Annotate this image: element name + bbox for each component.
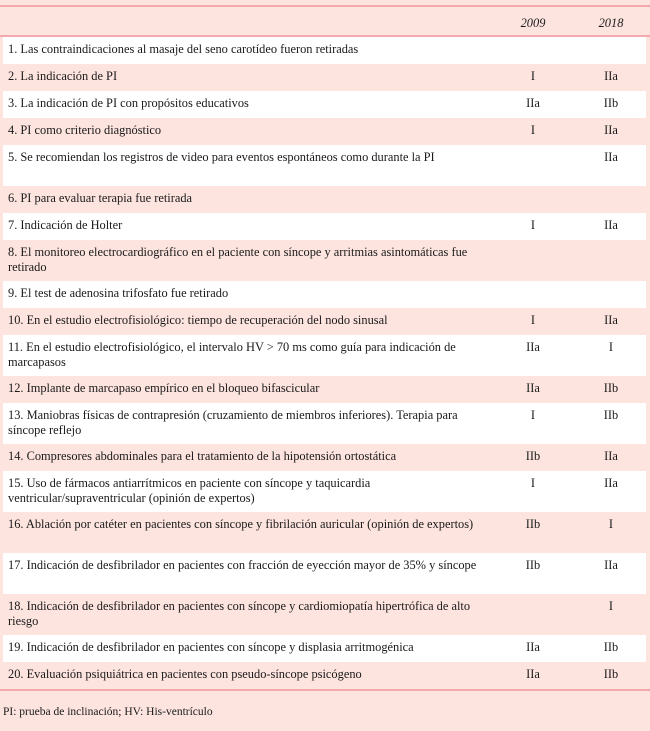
cell-2009: I	[530, 69, 536, 83]
cell-2009: IIa	[526, 381, 540, 395]
row-text: 11. En el estudio electrofisiológico, el intervalo HV > 70 ms como guía para indicación de marcapasos	[0, 335, 494, 376]
row-text: 20. Evaluación psiquiátrica en pacientes con pseudo-síncope psicógeno	[0, 662, 494, 690]
table-row	[0, 403, 650, 444]
cell-2009	[494, 145, 572, 186]
cell-2018: IIa	[572, 553, 650, 594]
cell-2009: I	[494, 213, 572, 240]
cell-2009	[494, 240, 572, 281]
table-row	[0, 118, 650, 145]
cell-2009: I	[530, 123, 536, 137]
cell-2009: IIb	[494, 553, 572, 594]
cell-2018: I	[608, 599, 614, 613]
row-text: 8. El monitoreo electrocardiográfico en el paciente con síncope y arritmias asintomáticas fue retirado	[8, 245, 468, 274]
row-text: 5. Se recomiendan los registros de video para eventos espontáneos como durante la PI	[0, 145, 494, 186]
row-text: 10. En el estudio electrofisiológico: tiempo de recuperación del nodo sinusal	[8, 313, 388, 327]
table-row	[0, 213, 650, 240]
cell-2018: IIb	[603, 381, 619, 395]
row-text: 14. Compresores abdominales para el tratamiento de la hipotensión ortostática	[8, 449, 397, 463]
row-text: 18. Indicación de desfibrilador en pacientes con síncope y cardiomiopatía hipertrófica de alto riesgo	[8, 599, 471, 628]
cell-2009: IIb	[525, 449, 541, 463]
cell-2009: IIb	[525, 517, 541, 531]
cell-2018	[572, 281, 650, 308]
row-text: 17. Indicación de desfibrilador en pacientes con fracción de eyección mayor de 35% y síncope	[0, 553, 494, 594]
cell-2018: IIa	[604, 449, 618, 463]
table-row	[0, 36, 650, 64]
row-text: 1. Las contraindicaciones al masaje del seno carotídeo fueron retiradas	[0, 36, 494, 64]
row-text: 6. PI para evaluar terapia fue retirada	[8, 191, 193, 205]
cell-2018: IIa	[572, 471, 650, 512]
table-row	[0, 635, 650, 662]
cell-2018	[572, 240, 650, 281]
cell-2018: I	[608, 517, 614, 531]
table-row	[0, 240, 650, 281]
cell-2018: I	[572, 335, 650, 376]
cell-2018: IIb	[572, 635, 650, 662]
table-row	[0, 553, 650, 594]
cell-2009: I	[494, 471, 572, 512]
row-text: 12. Implante de marcapaso empírico en el bloqueo bifascicular	[8, 381, 320, 395]
row-text: 3. La indicación de PI con propósitos educativos	[0, 91, 494, 118]
cell-2018: IIa	[604, 69, 618, 83]
cell-2018: IIb	[572, 662, 650, 690]
cell-2009: I	[530, 313, 536, 327]
cell-2018: IIb	[572, 91, 650, 118]
table-row	[0, 308, 650, 335]
cell-2009	[494, 281, 572, 308]
row-text: 19. Indicación de desfibrilador en pacientes con síncope y displasia arritmogénica	[0, 635, 494, 662]
table-row	[0, 335, 650, 376]
cell-2009: I	[494, 403, 572, 444]
row-text: 9. El test de adenosina trifosfato fue retirado	[0, 281, 494, 308]
header-item	[0, 7, 494, 36]
cell-2018	[572, 36, 650, 64]
header-2018: 2018	[572, 7, 650, 36]
table-row	[0, 281, 650, 308]
cell-2009: IIa	[494, 91, 572, 118]
row-text: 15. Uso de fármacos antiarrítmicos en paciente con síncope y taquicardia ventricular/supraventricular (opinión de expertos)	[0, 471, 494, 512]
table-row	[0, 186, 650, 213]
recommendations-table	[0, 7, 650, 691]
cell-2018: IIa	[604, 313, 618, 327]
cell-2009	[494, 186, 572, 213]
cell-2009	[494, 36, 572, 64]
cell-2018: IIa	[604, 123, 618, 137]
table-row	[0, 662, 650, 690]
table-row	[0, 471, 650, 512]
cell-2018: IIa	[572, 213, 650, 240]
table-row	[0, 594, 650, 635]
row-text: 13. Maniobras físicas de contrapresión (cruzamiento de miembros inferiores). Terapia para síncope reflejo	[0, 403, 494, 444]
cell-2018: IIb	[572, 403, 650, 444]
table-row	[0, 64, 650, 91]
cell-2009: IIa	[494, 662, 572, 690]
table-row	[0, 444, 650, 471]
header-2009: 2009	[494, 7, 572, 36]
footnote: PI: prueba de inclinación; HV: His-ventrículo	[3, 706, 213, 718]
cell-2018	[572, 186, 650, 213]
row-text: 16. Ablación por catéter en pacientes con síncope y fibrilación auricular (opinión de expertos)	[8, 517, 474, 531]
cell-2018: IIa	[572, 145, 650, 186]
table-row	[0, 91, 650, 118]
table-header	[0, 7, 650, 36]
row-text: 2. La indicación de PI	[8, 69, 118, 83]
table-row	[0, 376, 650, 403]
row-text: 4. PI como criterio diagnóstico	[8, 123, 162, 137]
cell-2009: IIa	[494, 335, 572, 376]
cell-2009	[494, 594, 572, 635]
cell-2009: IIa	[494, 635, 572, 662]
table-row	[0, 512, 650, 553]
table-row	[0, 145, 650, 186]
row-text: 7. Indicación de Holter	[0, 213, 494, 240]
